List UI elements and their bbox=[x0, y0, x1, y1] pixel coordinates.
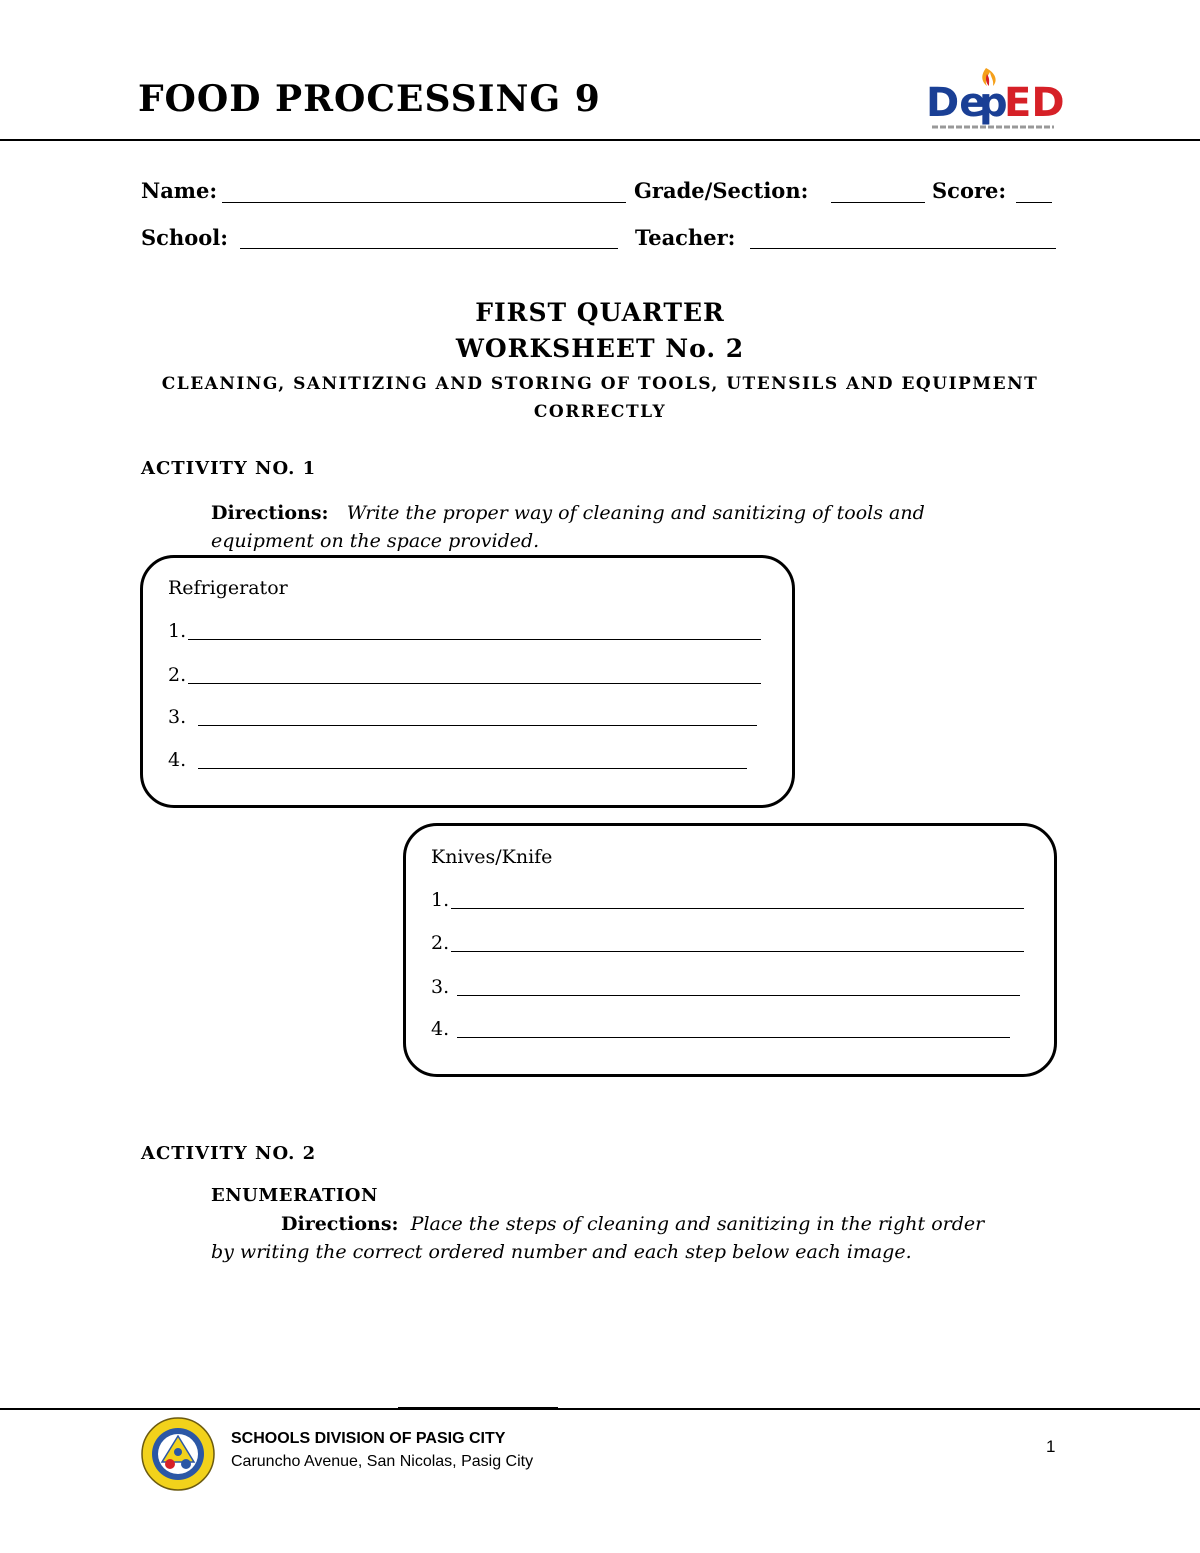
document-title: FOOD PROCESSING 9 bbox=[138, 78, 601, 120]
svg-text:p: p bbox=[979, 80, 1008, 126]
refrigerator-item-3-line[interactable] bbox=[198, 725, 757, 726]
refrigerator-item-4-number: 4. bbox=[168, 749, 187, 771]
activity-2-title: ACTIVITY NO. 2 bbox=[141, 1143, 317, 1164]
knives-label: Knives/Knife bbox=[431, 846, 553, 868]
header-rule bbox=[0, 139, 1200, 141]
school-label: School: bbox=[141, 225, 228, 250]
score-label: Score: bbox=[932, 178, 1007, 203]
name-field[interactable] bbox=[222, 202, 626, 203]
knives-item-3-line[interactable] bbox=[457, 995, 1020, 996]
teacher-field[interactable] bbox=[750, 248, 1056, 249]
refrigerator-item-2-line[interactable] bbox=[188, 683, 761, 684]
svg-text:De: De bbox=[926, 80, 987, 126]
svg-text:ED: ED bbox=[1004, 80, 1064, 126]
knives-item-1-number: 1. bbox=[431, 889, 450, 911]
deped-logo bbox=[924, 62, 1064, 134]
grade-section-label: Grade/Section: bbox=[634, 178, 809, 203]
knives-item-4-line[interactable] bbox=[457, 1037, 1010, 1038]
school-field[interactable] bbox=[240, 248, 618, 249]
enumeration-heading: ENUMERATION bbox=[211, 1185, 378, 1206]
quarter-heading: FIRST QUARTER bbox=[475, 298, 725, 327]
knives-item-2-number: 2. bbox=[431, 932, 450, 954]
directions-text-line-1: Write the proper way of cleaning and sanitizing of tools and bbox=[346, 502, 925, 524]
grade-section-field[interactable] bbox=[831, 202, 925, 203]
knives-item-3-number: 3. bbox=[431, 976, 450, 998]
score-field[interactable] bbox=[1016, 202, 1052, 203]
footer-rule bbox=[0, 1408, 1200, 1410]
refrigerator-item-1-number: 1. bbox=[168, 620, 187, 642]
worksheet-heading: WORKSHEET No. 2 bbox=[455, 334, 745, 363]
subtitle-line-2: CORRECTLY bbox=[533, 402, 667, 422]
pasig-seal-icon bbox=[140, 1416, 216, 1492]
knives-item-4-number: 4. bbox=[431, 1018, 450, 1040]
subtitle-line-1: CLEANING, SANITIZING AND STORING OF TOOLS, UTENSILS AND EQUIPMENT bbox=[161, 374, 1039, 394]
refrigerator-item-3-number: 3. bbox=[168, 706, 187, 728]
refrigerator-item-4-line[interactable] bbox=[198, 768, 747, 769]
knives-item-1-line[interactable] bbox=[451, 908, 1024, 909]
directions-2-label: Directions: bbox=[281, 1213, 399, 1235]
worksheet-subtitle bbox=[0, 370, 1200, 426]
directions-label: Directions: bbox=[211, 502, 329, 524]
footer-division: SCHOOLS DIVISION OF PASIG CITY bbox=[231, 1430, 506, 1447]
activity-1-title: ACTIVITY NO. 1 bbox=[141, 458, 317, 479]
pasig-seal bbox=[140, 1416, 216, 1492]
activity-1-directions bbox=[211, 499, 1031, 555]
footer-rule-accent bbox=[398, 1407, 558, 1410]
refrigerator-item-2-number: 2. bbox=[168, 664, 187, 686]
activity-2-directions bbox=[211, 1210, 1091, 1266]
footer-address: Caruncho Avenue, San Nicolas, Pasig City bbox=[231, 1453, 534, 1470]
page-number: 1 bbox=[1046, 1437, 1056, 1456]
knives-item-2-line[interactable] bbox=[451, 951, 1024, 952]
refrigerator-item-1-line[interactable] bbox=[188, 639, 761, 640]
refrigerator-label: Refrigerator bbox=[168, 577, 288, 599]
name-label: Name: bbox=[141, 178, 218, 203]
deped-logo-icon bbox=[924, 62, 1064, 134]
directions-text-line-2: equipment on the space provided. bbox=[211, 530, 540, 552]
directions-2-text-line-1: Place the steps of cleaning and sanitizing in the right order bbox=[410, 1213, 985, 1235]
directions-2-text-line-2: by writing the correct ordered number and each step below each image. bbox=[211, 1241, 912, 1263]
teacher-label: Teacher: bbox=[635, 225, 736, 250]
